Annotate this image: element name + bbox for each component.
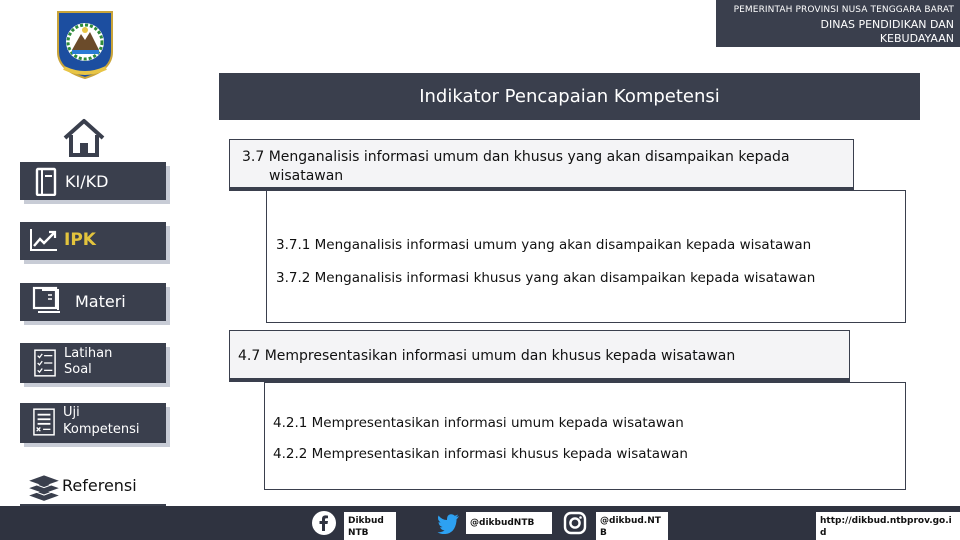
indicator-4-2-1: 4.2.1 Mempresentasikan informasi umum kepada wisatawan bbox=[273, 415, 684, 431]
sidebar-label-kompetensi: Kompetensi bbox=[63, 422, 140, 437]
sidebar-label-latihan: Latihan bbox=[64, 346, 113, 361]
institution-header bbox=[716, 0, 960, 47]
twitter-handle[interactable] bbox=[466, 512, 552, 534]
institution-line2: DINAS PENDIDIKAN DAN bbox=[820, 18, 954, 31]
instagram-icon[interactable] bbox=[562, 510, 588, 536]
sidebar-item-materi[interactable] bbox=[20, 283, 166, 321]
page-title bbox=[219, 73, 920, 120]
kd-box-4-7 bbox=[229, 330, 850, 379]
kd-3-7-line2: wisatawan bbox=[269, 168, 344, 184]
sidebar-item-kikd[interactable] bbox=[20, 162, 166, 200]
sidebar-label-referensi: Referensi bbox=[62, 476, 137, 495]
page-title-text: Indikator Pencapaian Kompetensi bbox=[419, 86, 720, 107]
institution-line3: KEBUDAYAAN bbox=[879, 32, 954, 45]
kd-3-7-line1: 3.7 Menganalisis informasi umum dan khusus yang akan disampaikan kepada bbox=[242, 149, 790, 165]
twitter-icon[interactable] bbox=[435, 510, 461, 536]
kd-4-7-line1: 4.7 Mempresentasikan informasi umum dan khusus kepada wisatawan bbox=[238, 348, 736, 364]
sidebar-label-kikd: KI/KD bbox=[65, 172, 109, 191]
kd-box-3-7 bbox=[229, 139, 854, 188]
test-icon bbox=[33, 407, 55, 437]
sidebar-item-uji-kompetensi[interactable] bbox=[20, 403, 166, 443]
instagram-handle-line1: @dikbud.NT bbox=[600, 516, 661, 526]
ntb-logo bbox=[54, 10, 116, 80]
sidebar-label-materi: Materi bbox=[75, 292, 126, 311]
sidebar-label-uji: Uji bbox=[63, 405, 80, 420]
sidebar-label-soal: Soal bbox=[64, 362, 92, 377]
sidebar-item-ipk[interactable] bbox=[20, 222, 166, 260]
sidebar-item-latihan-soal[interactable] bbox=[20, 343, 166, 383]
website-link-line1: http://dikbud.ntbprov.go.i bbox=[820, 516, 952, 526]
website-link-line2: d bbox=[820, 528, 827, 538]
home-icon[interactable] bbox=[62, 118, 106, 158]
book-icon bbox=[34, 166, 60, 196]
indicator-4-2-2: 4.2.2 Mempresentasikan informasi khusus kepada wisatawan bbox=[273, 446, 688, 462]
facebook-handle[interactable] bbox=[344, 512, 396, 540]
chart-trend-icon bbox=[29, 227, 59, 253]
indicator-3-7-2: 3.7.2 Menganalisis informasi khusus yang akan disampaikan kepada wisatawan bbox=[276, 270, 816, 286]
website-link[interactable] bbox=[816, 512, 960, 540]
indicator-box-3-7 bbox=[266, 190, 906, 323]
indicator-3-7-1: 3.7.1 Menganalisis informasi umum yang akan disampaikan kepada wisatawan bbox=[276, 237, 812, 253]
sidebar-label-ipk: IPK bbox=[64, 230, 96, 250]
institution-line1: PEMERINTAH PROVINSI NUSA TENGGARA BARAT bbox=[733, 5, 954, 15]
facebook-icon[interactable] bbox=[311, 510, 337, 536]
checklist-icon bbox=[34, 348, 56, 378]
presentation-icon bbox=[32, 285, 62, 315]
facebook-handle-line1: Dikbud bbox=[348, 516, 384, 526]
indicator-box-4-7 bbox=[264, 382, 906, 490]
twitter-handle-text: @dikbudNTB bbox=[470, 518, 535, 528]
instagram-handle[interactable] bbox=[596, 512, 668, 540]
instagram-handle-line2: B bbox=[600, 528, 607, 538]
books-stack-icon bbox=[26, 470, 62, 502]
sidebar-item-referensi[interactable] bbox=[20, 466, 166, 506]
facebook-handle-line2: NTB bbox=[348, 528, 369, 538]
